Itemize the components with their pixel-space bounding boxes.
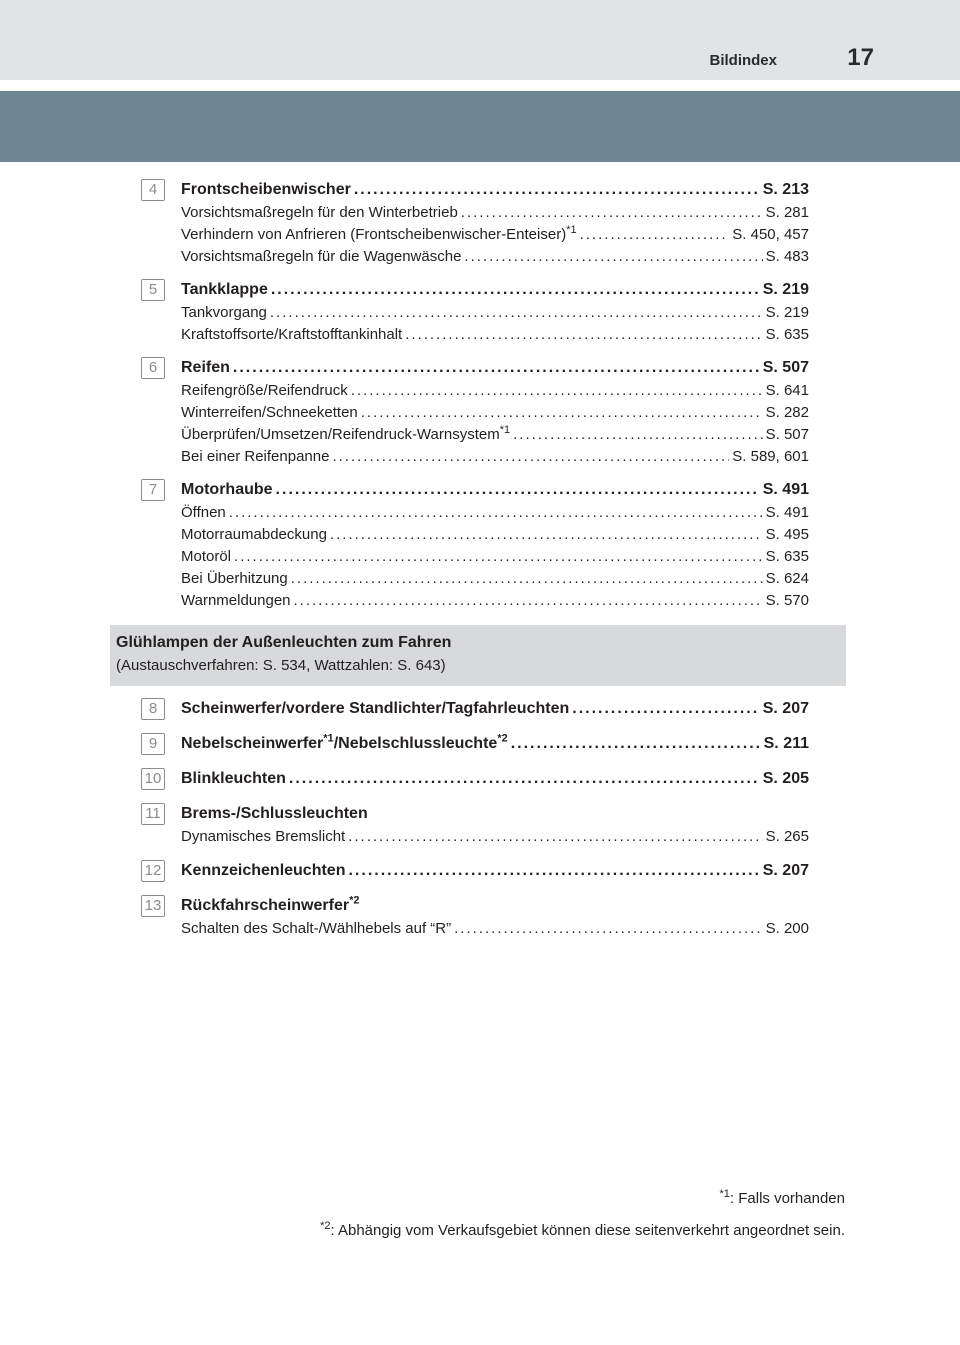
leader-dots bbox=[291, 568, 763, 590]
entry-group bbox=[141, 356, 809, 468]
leader-dots bbox=[405, 324, 762, 346]
entry-group bbox=[141, 732, 809, 756]
entry-sub-page-ref: S. 281 bbox=[765, 204, 809, 221]
entry-main-label: Nebelscheinwerfer$^{*1}$/Nebelschlussleuchte$^{*2}$ bbox=[181, 732, 508, 752]
entry-sub[interactable] bbox=[181, 826, 809, 848]
callout-number: 5 bbox=[141, 279, 165, 301]
leader-dots bbox=[511, 732, 761, 756]
entry-sub-page-ref: S. 589, 601 bbox=[732, 448, 809, 465]
entry-main[interactable] bbox=[181, 178, 809, 202]
callout-number: 13 bbox=[141, 895, 165, 917]
entry-sub-page-ref: S. 282 bbox=[765, 404, 809, 421]
leader-dots bbox=[271, 278, 760, 302]
callout-number: 9 bbox=[141, 733, 165, 755]
entry-main[interactable] bbox=[181, 478, 809, 502]
entry-main-label: Rückfahrscheinwerfer$^{*2}$ bbox=[181, 894, 360, 914]
entry-sub-page-ref: S. 219 bbox=[765, 304, 809, 321]
entry-sub[interactable] bbox=[181, 202, 809, 224]
leader-dots bbox=[270, 302, 763, 324]
leader-dots bbox=[361, 402, 763, 424]
entry-group bbox=[141, 859, 809, 883]
page-number: 17 bbox=[847, 44, 874, 71]
header-banner bbox=[0, 91, 960, 162]
leader-dots bbox=[464, 246, 762, 268]
entry-sub-label: Öffnen bbox=[181, 504, 226, 521]
entry-sub-page-ref: S. 507 bbox=[765, 426, 809, 443]
leader-dots bbox=[229, 502, 763, 524]
entry-main[interactable] bbox=[181, 894, 809, 918]
leader-dots bbox=[461, 202, 763, 224]
entry-sub-page-ref: S. 491 bbox=[765, 504, 809, 521]
entry-main-label: Reifen bbox=[181, 359, 230, 376]
leader-dots bbox=[332, 446, 729, 468]
entry-sub[interactable] bbox=[181, 302, 809, 324]
entry-sub[interactable] bbox=[181, 424, 809, 446]
entry-sub[interactable] bbox=[181, 590, 809, 612]
entry-group bbox=[141, 697, 809, 721]
leader-dots bbox=[513, 424, 762, 446]
callout-number: 10 bbox=[141, 768, 165, 790]
callout-number: 11 bbox=[141, 803, 165, 825]
callout-number: 6 bbox=[141, 357, 165, 379]
entry-group bbox=[141, 478, 809, 612]
entry-sub-page-ref: S. 570 bbox=[765, 592, 809, 609]
entry-group bbox=[141, 278, 809, 346]
leader-dots bbox=[454, 918, 762, 940]
entry-main-label: Kennzeichenleuchten bbox=[181, 862, 346, 879]
leader-dots bbox=[330, 524, 763, 546]
entries-top bbox=[141, 178, 809, 622]
entry-sub[interactable] bbox=[181, 324, 809, 346]
entry-sub-label: Kraftstoffsorte/Kraftstofftankinhalt bbox=[181, 326, 403, 343]
entry-main-page-ref: S. 207 bbox=[762, 700, 809, 717]
entry-main-page-ref: S. 207 bbox=[762, 862, 809, 879]
footnotes bbox=[320, 1183, 845, 1247]
entry-sub-page-ref: S. 624 bbox=[765, 570, 809, 587]
entry-sub-label: Dynamisches Bremslicht bbox=[181, 828, 346, 845]
entry-sub[interactable] bbox=[181, 918, 809, 940]
entry-sub-label: Vorsichtsmaßregeln für die Wagenwäsche bbox=[181, 248, 462, 265]
entry-sub-page-ref: S. 200 bbox=[765, 920, 809, 937]
entry-sub-label: Tankvorgang bbox=[181, 304, 267, 321]
entry-main-page-ref: S. 507 bbox=[762, 359, 809, 376]
entry-main-label: Blinkleuchten bbox=[181, 770, 286, 787]
entry-sub[interactable] bbox=[181, 402, 809, 424]
page-header bbox=[0, 0, 960, 80]
leader-dots bbox=[289, 767, 760, 791]
entry-main[interactable] bbox=[181, 802, 809, 826]
entry-main-page-ref: S. 491 bbox=[762, 481, 809, 498]
entry-sub-label: Warnmeldungen bbox=[181, 592, 291, 609]
entry-sub-label: Bei einer Reifenpanne bbox=[181, 448, 330, 465]
callout-number: 4 bbox=[141, 179, 165, 201]
entry-sub[interactable] bbox=[181, 246, 809, 268]
footnote-2: $^{*2}$: Abhängig vom Verkaufsgebiet können diese seitenverkehrt angeordnet sein. bbox=[320, 1220, 845, 1239]
footnote-1: $^{*1}$: Falls vorhanden bbox=[719, 1188, 845, 1207]
callout-number: 8 bbox=[141, 698, 165, 720]
leader-dots bbox=[276, 478, 760, 502]
entry-main-page-ref: S. 213 bbox=[762, 181, 809, 198]
entry-sub-page-ref: S. 450, 457 bbox=[732, 226, 809, 243]
entry-sub-label: Überprüfen/Umsetzen/Reifendruck-Warnsystem$^{*1}$ bbox=[181, 424, 511, 443]
entry-sub[interactable] bbox=[181, 546, 809, 568]
leader-dots bbox=[348, 826, 762, 848]
section-band bbox=[110, 625, 846, 686]
leader-dots bbox=[233, 356, 760, 380]
leader-dots bbox=[351, 380, 763, 402]
callout-number: 7 bbox=[141, 479, 165, 501]
entry-group bbox=[141, 894, 809, 940]
entry-sub-page-ref: S. 641 bbox=[765, 382, 809, 399]
leader-dots bbox=[294, 590, 763, 612]
entry-main-page-ref: S. 205 bbox=[762, 770, 809, 787]
entry-main-page-ref: S. 219 bbox=[762, 281, 809, 298]
entry-main[interactable] bbox=[181, 278, 809, 302]
entry-sub-label: Winterreifen/Schneeketten bbox=[181, 404, 358, 421]
entry-main[interactable] bbox=[181, 767, 809, 791]
entry-main[interactable] bbox=[181, 697, 809, 721]
entry-sub[interactable] bbox=[181, 568, 809, 590]
entry-sub[interactable] bbox=[181, 502, 809, 524]
leader-dots bbox=[572, 697, 759, 721]
section-title: Bildindex bbox=[709, 52, 777, 69]
entry-main-label: Motorhaube bbox=[181, 481, 273, 498]
entry-main[interactable] bbox=[181, 732, 809, 756]
entry-main-label: Brems-/Schlussleuchten bbox=[181, 805, 368, 822]
entry-sub-page-ref: S. 635 bbox=[765, 548, 809, 565]
entry-sub[interactable] bbox=[181, 224, 809, 246]
entry-group bbox=[141, 802, 809, 848]
entry-sub-page-ref: S. 483 bbox=[765, 248, 809, 265]
entry-sub-page-ref: S. 635 bbox=[765, 326, 809, 343]
entry-group bbox=[141, 767, 809, 791]
entry-sub-label: Motorraumabdeckung bbox=[181, 526, 327, 543]
entry-main-label: Scheinwerfer/vordere Standlichter/Tagfahrleuchten bbox=[181, 700, 570, 717]
leader-dots bbox=[348, 859, 759, 883]
entry-group bbox=[141, 178, 809, 268]
entry-sub-label: Bei Überhitzung bbox=[181, 570, 288, 587]
leader-dots bbox=[234, 546, 763, 568]
callout-number: 12 bbox=[141, 860, 165, 882]
band-title: Glühlampen der Außenleuchten zum Fahren bbox=[116, 634, 452, 651]
entry-sub[interactable] bbox=[181, 446, 809, 468]
entry-sub-label: Schalten des Schalt-/Wählhebels auf “R” bbox=[181, 920, 452, 937]
entries-bottom bbox=[141, 697, 809, 951]
entry-main-label: Tankklappe bbox=[181, 281, 268, 298]
entry-sub-page-ref: S. 265 bbox=[765, 828, 809, 845]
entry-sub-page-ref: S. 495 bbox=[765, 526, 809, 543]
band-subtitle: (Austauschverfahren: S. 534, Wattzahlen: S. 643) bbox=[116, 657, 446, 674]
entry-sub-label: Motoröl bbox=[181, 548, 232, 565]
entry-main[interactable] bbox=[181, 859, 809, 883]
entry-sub[interactable] bbox=[181, 380, 809, 402]
entry-main[interactable] bbox=[181, 356, 809, 380]
entry-sub-label: Reifengröße/Reifendruck bbox=[181, 382, 348, 399]
leader-dots bbox=[580, 224, 730, 246]
entry-main-page-ref: S. 211 bbox=[763, 735, 809, 752]
entry-sub-label: Verhindern von Anfrieren (Frontscheibenwischer-Enteiser)$^{*1}$ bbox=[181, 224, 577, 243]
entry-main-label: Frontscheibenwischer bbox=[181, 181, 351, 198]
entry-sub-label: Vorsichtsmaßregeln für den Winterbetrieb bbox=[181, 204, 458, 221]
leader-dots bbox=[354, 178, 760, 202]
entry-sub[interactable] bbox=[181, 524, 809, 546]
